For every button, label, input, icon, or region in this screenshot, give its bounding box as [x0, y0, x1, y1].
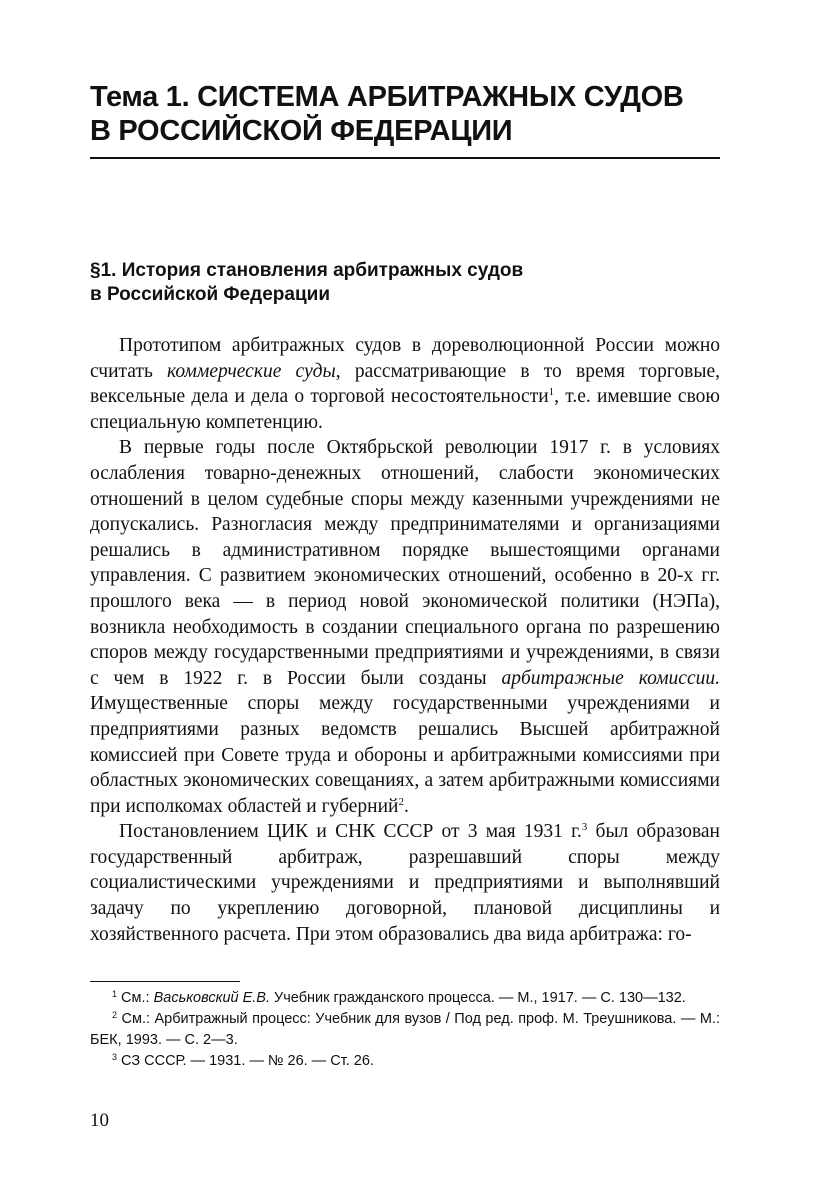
footnote-ref-1[interactable]: 1 [548, 386, 555, 399]
section-title-line-1: §1. История становления арбитражных судов [90, 260, 524, 281]
footnote-3: $^3$ СЗ СССР. — 1931. — № 26. — Ст. 26. [112, 1052, 374, 1069]
footnote-1: $^1$ См.: Васьковский Е.В. Учебник гражданского процесса. — М., 1917. — С. 130—132. [112, 989, 686, 1006]
footnote-number: 3 [112, 1052, 118, 1062]
term-commercial-courts: коммерческие суды [167, 360, 336, 382]
footnote-ref-3[interactable]: 3 [581, 821, 588, 834]
paragraph-3: Постановлением ЦИК и СНК СССР от 3 мая 1931 г.$^3$ был образован государственный арбитраж, разрешавший споры между социалистическими учреждениями и предприятиями и выполнявший задачу по укреплению договорной, плановой дисциплины и хозяйственного расчета. При этом образовались два вида арбитража: го- [90, 821, 720, 945]
chapter-title-line-1: Тема 1. СИСТЕМА АРБИТРАЖНЫХ СУДОВ [90, 81, 684, 113]
footnote-number: 1 [112, 989, 118, 999]
section-title [90, 259, 720, 307]
footnotes [90, 988, 720, 1072]
footnote-2: $^2$ См.: Арбитражный процесс: Учебник для вузов / Под ред. проф. М. Треушникова. — М.: БЕК, 1993. — С. 2—3. [90, 1010, 720, 1048]
paragraph-1: Прототипом арбитражных судов в дореволюционной России можно считать коммерческие суды, рассматривающие в то время торговые, вексельные дела и дела о торговой несостоятельности$^1$, т.е. имевшие свою специальную компетенцию. [90, 335, 720, 433]
page-number: 10 [90, 1110, 109, 1131]
footnote-number: 2 [112, 1010, 118, 1020]
section-title-line-2: в Российской Федерации [90, 284, 331, 305]
body-text [90, 333, 720, 947]
chapter-title-line-2: В РОССИЙСКОЙ ФЕДЕРАЦИИ [90, 115, 513, 147]
footnote-separator [90, 981, 240, 982]
title-underline [90, 157, 720, 159]
chapter-title [90, 80, 720, 148]
footnote-author: Васьковский Е.В. [153, 990, 271, 1006]
term-arbitration-commissions: арбитражные комиссии. [501, 667, 720, 689]
paragraph-2: В первые годы после Октябрьской революции 1917 г. в условиях ослабления товарно-денежных отношений, слабости экономических отношений в целом судебные споры между казенными учреждениями не допускались. Разногласия между предпринимателями и организациями решались в административном порядке вышестоящими органами управления. С развитием экономических отношений, особенно в 20-х гг. прошлого века — в период новой экономической политики (НЭПа), возникла необходимость в создании специального органа по разрешению споров между государственными предприятиями и учреждениями, в связи с чем в 1922 г. в России были созданы арбитражные комиссии. Имущественные споры между государственными учреждениями и предприятиями разных ведомств решались Высшей арбитражной комиссией при Совете труда и обороны и арбитражными комиссиями при областных экономических совещаниях, а затем арбитражными комиссиями при исполкомах областей и губерний$^2$. [90, 437, 720, 817]
footnote-ref-2[interactable]: 2 [398, 795, 404, 808]
